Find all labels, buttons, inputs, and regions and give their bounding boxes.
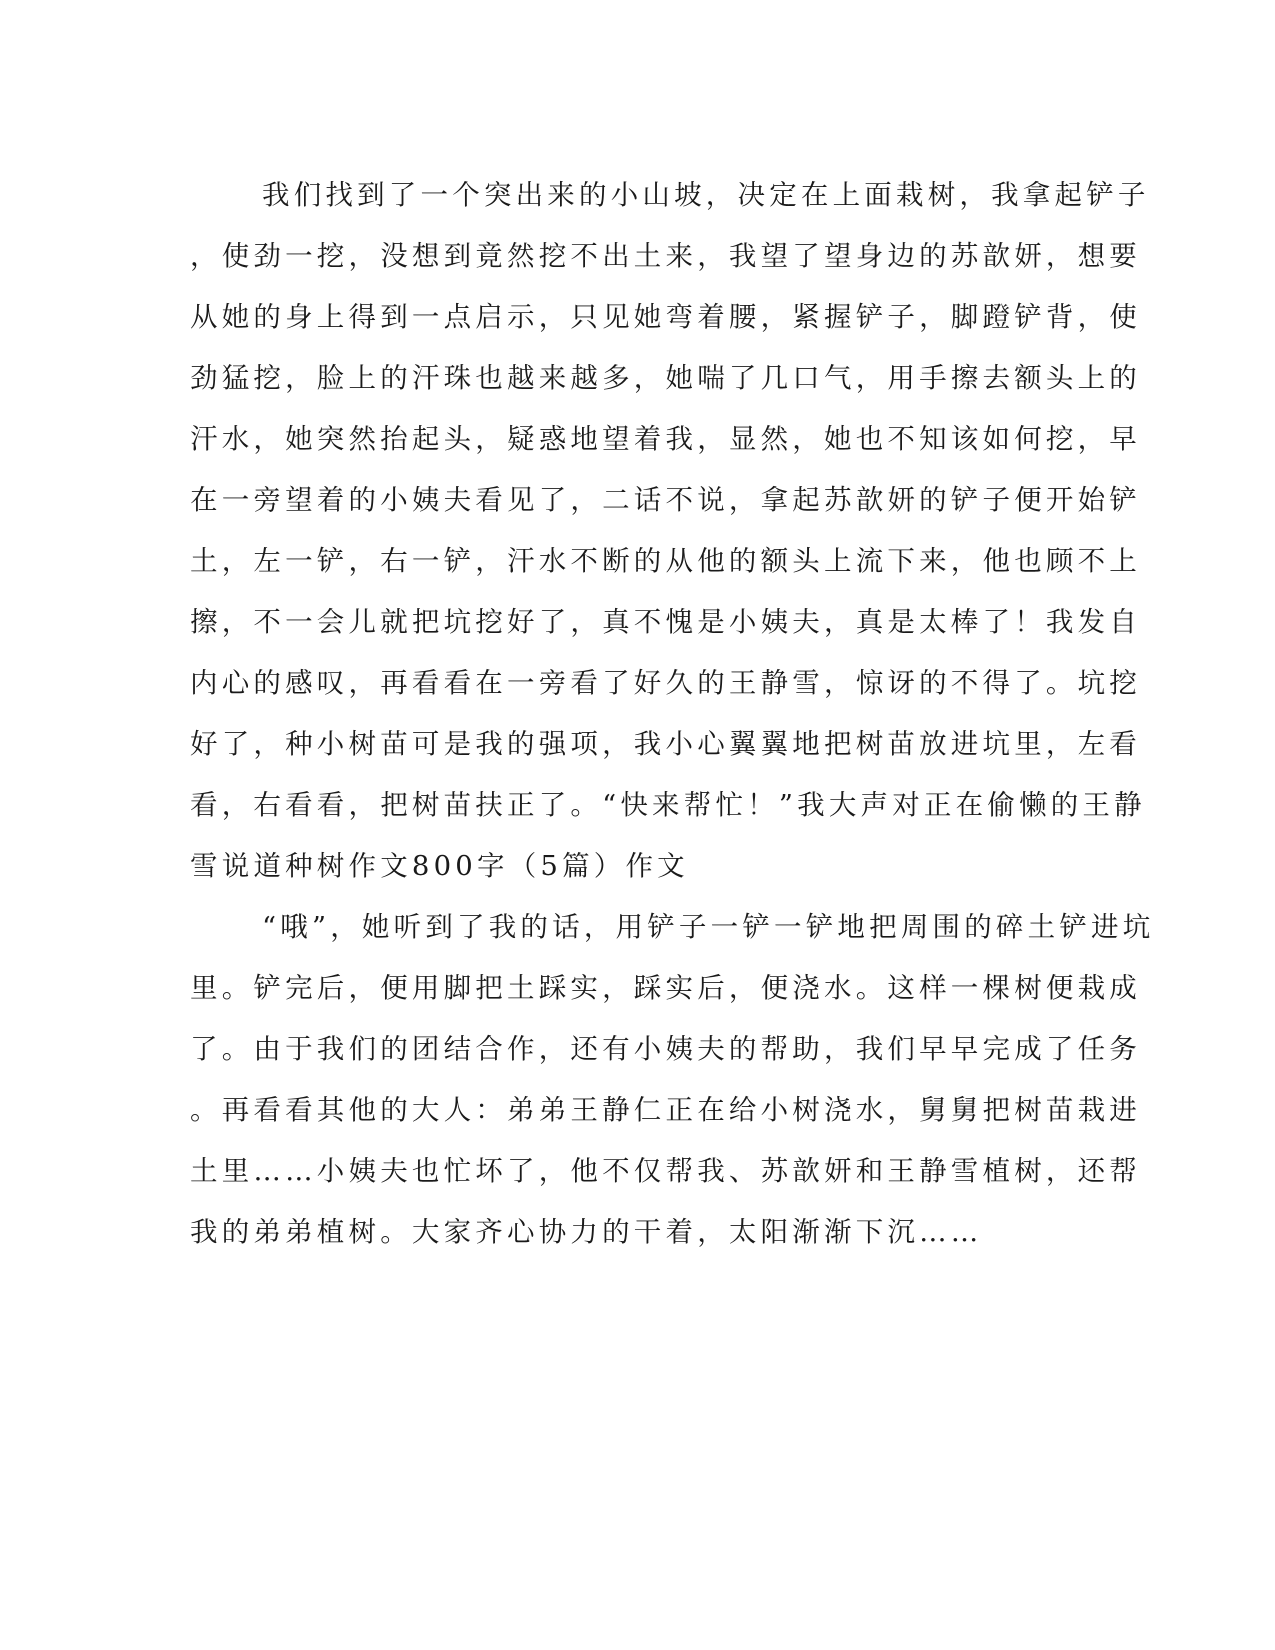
paragraph-line: 擦，不一会儿就把坑挖好了，真不愧是小姨夫，真是太棒了！我发自 bbox=[190, 606, 1141, 638]
paragraph-2 bbox=[190, 897, 1155, 1263]
paragraph-line: 了。由于我们的团结合作，还有小姨夫的帮助，我们早早完成了任务 bbox=[190, 1033, 1141, 1065]
paragraph-line: 汗水，她突然抬起头，疑惑地望着我，显然，她也不知该如何挖，早 bbox=[190, 423, 1141, 455]
paragraph-line: 雪说道种树作文800字（5篇）作文 bbox=[190, 850, 689, 882]
paragraph-line: 。再看看其他的大人：弟弟王静仁正在给小树浇水，舅舅把树苗栽进 bbox=[190, 1094, 1141, 1126]
paragraph-line: 内心的感叹，再看看在一旁看了好久的王静雪，惊讶的不得了。坑挖 bbox=[190, 667, 1141, 699]
paragraph-line: 我们找到了一个突出来的小山坡，决定在上面栽树，我拿起铲子 bbox=[262, 179, 1150, 211]
paragraph-1 bbox=[190, 165, 1150, 897]
paragraph-line: 从她的身上得到一点启示，只见她弯着腰，紧握铲子，脚蹬铲背，使 bbox=[190, 301, 1141, 333]
paragraph-line: 好了，种小树苗可是我的强项，我小心翼翼地把树苗放进坑里，左看 bbox=[190, 728, 1141, 760]
paragraph-line: 在一旁望着的小姨夫看见了，二话不说，拿起苏歆妍的铲子便开始铲 bbox=[190, 484, 1141, 516]
paragraph-line: 看，右看看，把树苗扶正了。“快来帮忙！”我大声对正在偷懒的王静 bbox=[190, 789, 1146, 821]
paragraph-line: 我的弟弟植树。大家齐心协力的干着，太阳渐渐下沉…… bbox=[190, 1216, 983, 1248]
essay-body bbox=[190, 165, 1155, 1263]
paragraph-line: ，使劲一挖，没想到竟然挖不出土来，我望了望身边的苏歆妍，想要 bbox=[190, 240, 1141, 272]
paragraph-line: “哦”，她听到了我的话，用铲子一铲一铲地把周围的碎土铲进坑 bbox=[262, 911, 1155, 943]
paragraph-line: 里。铲完后，便用脚把土踩实，踩实后，便浇水。这样一棵树便栽成 bbox=[190, 972, 1141, 1004]
paragraph-line: 劲猛挖，脸上的汗珠也越来越多，她喘了几口气，用手擦去额头上的 bbox=[190, 362, 1141, 394]
paragraph-line: 土里……小姨夫也忙坏了，他不仅帮我、苏歆妍和王静雪植树，还帮 bbox=[190, 1155, 1141, 1187]
paragraph-line: 土，左一铲，右一铲，汗水不断的从他的额头上流下来，他也顾不上 bbox=[190, 545, 1141, 577]
